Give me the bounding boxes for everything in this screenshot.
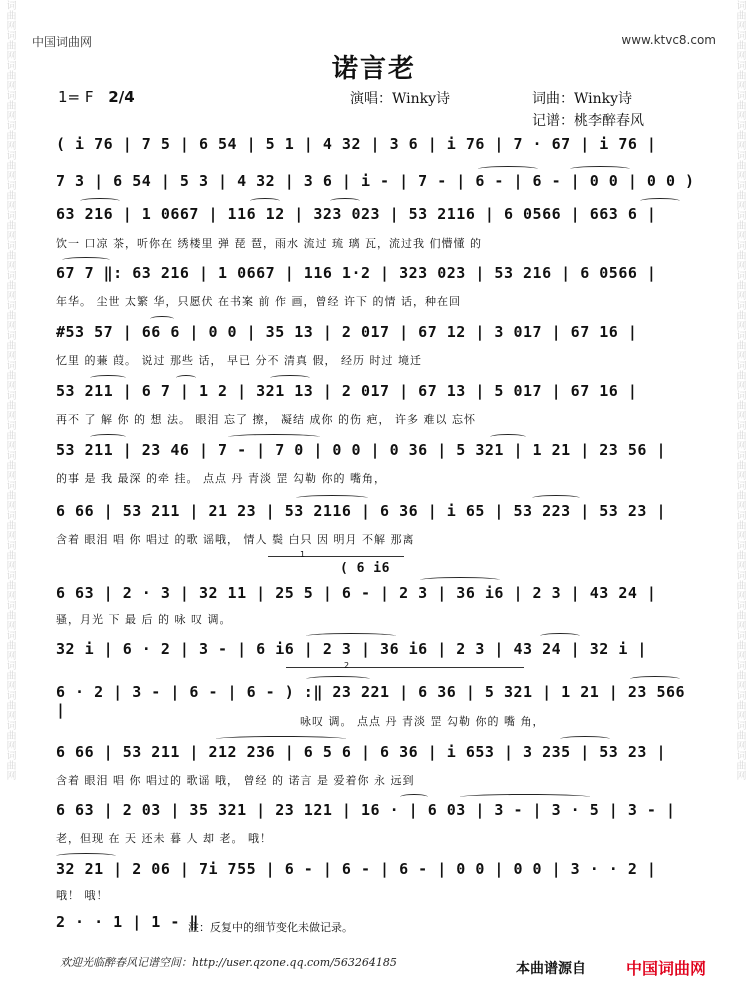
score-line-1: ( i 76 | 7 5 | 6 54 | 5 1 | 4 32 | 3 6 | i 76 | 7 · 67 | i 76 | bbox=[56, 135, 657, 153]
slur-mark bbox=[330, 198, 360, 204]
slur-mark bbox=[460, 794, 590, 800]
lyrics-line-5: 忆里 的蒹 葭。 说过 那些 话， 早已 分不 清真 假， 经历 时过 境迁 bbox=[56, 354, 422, 367]
score-line-12: 6 66 | 53 211 | 212 236 | 6 5 6 | 6 36 | i 653 | 3 235 | 53 23 | bbox=[56, 743, 666, 761]
score-line-10: 32 i | 6 · 2 | 3 - | 6 i6 | 2 3 | 36 i6 | 2 3 | 43 24 | 32 i | bbox=[56, 640, 647, 658]
lyrics-line-9: 骚，月光 下 最 后 的 咏 叹 调。 bbox=[56, 613, 232, 626]
site-name-left: 中国词曲网 bbox=[32, 35, 93, 49]
site-url-right: www.ktvc8.com bbox=[621, 33, 716, 47]
slur-mark bbox=[250, 198, 280, 204]
slur-mark bbox=[216, 736, 346, 742]
slur-mark bbox=[640, 198, 680, 204]
footer-welcome: 欢迎光临醉春风记谱空间：http://user.qzone.qq.com/563264185 bbox=[60, 956, 397, 969]
volta-1-notes: ( 6 i6 bbox=[340, 561, 390, 576]
score-line-5: #53 57 | 66 6 | 0 0 | 35 13 | 2 017 | 67 12 | 3 017 | 67 16 | bbox=[56, 323, 638, 341]
slur-mark bbox=[62, 257, 110, 263]
score-line-11: 6 · 2 | 3 - | 6 - | 6 - ) :‖ 23 221 | 6 36 | 5 321 | 1 21 | 23 566 | bbox=[56, 683, 686, 719]
lyrics-line-13: 老，但现 在 天 还未 暮 人 却 老。 哦！ bbox=[56, 832, 272, 845]
score-line-8: 6 66 | 53 211 | 21 23 | 53 2116 | 6 36 | i 65 | 53 223 | 53 23 | bbox=[56, 502, 666, 520]
slur-mark bbox=[270, 375, 310, 381]
slur-mark bbox=[296, 495, 368, 501]
score-line-13: 6 63 | 2 03 | 35 321 | 23 121 | 16 · | 6 03 | 3 - | 3 · 5 | 3 - | bbox=[56, 801, 676, 819]
slur-mark bbox=[306, 633, 396, 639]
lyrics-line-11: 咏叹 调。 点点 丹 青淡 罡 勾勒 你的 嘴 角， bbox=[300, 715, 545, 728]
score-line-14: 32 21 | 2 06 | 7i 755 | 6 - | 6 - | 6 - | 0 0 | 0 0 | 3 · · 2 | bbox=[56, 860, 657, 878]
time-signature: 2/4 bbox=[108, 88, 135, 106]
slur-mark bbox=[56, 853, 116, 859]
lyrics-line-3: 饮一 口凉 茶，听你在 绣楼里 弹 琵 琶，雨水 流过 琉 璃 瓦，流过我 们懵懂 的 bbox=[56, 237, 482, 250]
slur-mark bbox=[228, 434, 320, 440]
watermark-right: 词曲网词曲网词曲网词曲网词曲网词曲网词曲网词曲网词曲网词曲网词曲网词曲网词曲网词曲网词曲网词曲网词曲网词曲网词曲网词曲网词曲网词曲网词曲网词曲网词曲网词曲网 bbox=[734, 0, 745, 780]
slur-mark bbox=[90, 434, 126, 440]
score-line-2: 7 3 | 6 54 | 5 3 | 4 32 | 3 6 | i - | 7 - | 6 - | 6 - | 0 0 | 0 0 ) bbox=[56, 172, 695, 190]
slur-mark bbox=[570, 166, 630, 172]
lyrics-line-12: 含着 眼泪 唱 你 唱过的 歌谣 哦， 曾经 的 诺言 是 爱着你 永 远到 bbox=[56, 774, 415, 787]
volta-2-bracket bbox=[286, 667, 524, 668]
lyrics-line-4: 年华。 尘世 太繁 华，只愿伏 在书案 前 作 画，曾经 许下 的情 话，种在回 bbox=[56, 295, 461, 308]
slur-mark bbox=[420, 577, 500, 583]
score-line-6: 53 211 | 6 7 | 1 2 | 321 13 | 2 017 | 67 13 | 5 017 | 67 16 | bbox=[56, 382, 638, 400]
score-line-3: 63 216 | 1 0667 | 116 12 | 323 023 | 53 2116 | 6 0566 | 663 6 | bbox=[56, 205, 657, 223]
slur-mark bbox=[400, 794, 428, 800]
slur-mark bbox=[630, 676, 680, 682]
lyrics-line-6: 再不 了 解 你 的 想 法。 眼泪 忘了 擦， 凝结 成你 的伤 疤， 许多 难以 忘怀 bbox=[56, 413, 476, 426]
slur-mark bbox=[532, 495, 580, 501]
score-line-7: 53 211 | 23 46 | 7 - | 7 0 | 0 0 | 0 36 | 5 321 | 1 21 | 23 56 | bbox=[56, 441, 666, 459]
transcriber-credit: 记谱：桃李醉春风 bbox=[532, 113, 644, 129]
score-line-15: 2 · · 1 | 1 - ‖ bbox=[56, 913, 199, 931]
key-signature: 1= F 2/4 bbox=[58, 88, 135, 106]
score-line-4: 67 7 ‖: 63 216 | 1 0667 | 116 1·2 | 323 023 | 53 216 | 6 0566 | bbox=[56, 264, 657, 282]
slur-mark bbox=[90, 375, 126, 381]
slur-mark bbox=[478, 166, 538, 172]
composer-credit: 词曲：Winky诗 bbox=[532, 91, 633, 107]
slur-mark bbox=[560, 736, 610, 742]
volta-1-bracket bbox=[268, 556, 404, 557]
footer-brand: 中国词曲网 bbox=[626, 959, 707, 978]
lyrics-line-8: 含着 眼泪 唱 你 唱过 的歌 谣哦， 情人 鬓 白只 因 明月 不解 那离 bbox=[56, 533, 415, 546]
lyrics-line-7: 的事 是 我 最深 的牵 挂。 点点 丹 青淡 罡 勾勒 你的 嘴角， bbox=[56, 472, 386, 485]
volta-2-label: 2 bbox=[344, 661, 350, 670]
footer-source-label: 本曲谱源自 bbox=[516, 961, 586, 977]
volta-1-label: 1 bbox=[300, 550, 306, 559]
slur-mark bbox=[80, 198, 120, 204]
watermark-left: 词曲网词曲网词曲网词曲网词曲网词曲网词曲网词曲网词曲网词曲网词曲网词曲网词曲网词曲网词曲网词曲网词曲网词曲网词曲网词曲网词曲网词曲网词曲网词曲网词曲网词曲网 bbox=[4, 0, 15, 780]
singer-credit: 演唱：Winky诗 bbox=[350, 91, 451, 107]
score-remark: 注：反复中的细节变化未做记录。 bbox=[188, 921, 353, 934]
lyrics-line-14: 哦！ 哦！ bbox=[56, 889, 109, 902]
score-line-9: 6 63 | 2 · 3 | 32 11 | 25 5 | 6 - | 2 3 | 36 i6 | 2 3 | 43 24 | bbox=[56, 584, 657, 602]
slur-mark bbox=[150, 316, 174, 322]
song-title: 诺言老 bbox=[331, 54, 416, 84]
slur-mark bbox=[540, 633, 580, 639]
slur-mark bbox=[306, 676, 370, 682]
slur-mark bbox=[176, 375, 196, 381]
slur-mark bbox=[490, 434, 526, 440]
